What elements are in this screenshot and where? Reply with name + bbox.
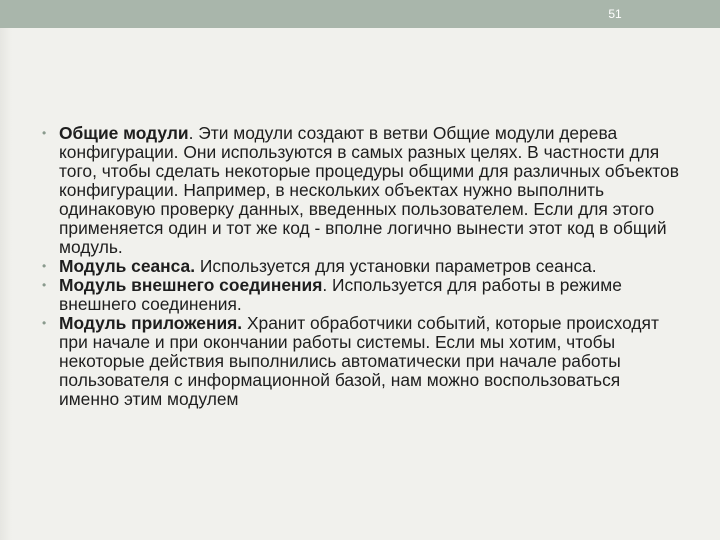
bullet-term: Общие модули [59,123,189,143]
bullet-item-external-connection-module [42,276,682,314]
bullet-term: Модуль внешнего соединения [59,275,323,295]
bullet-text: Хранит обработчики событий, которые происходят при начале и при окончании работы системы. Если мы хотим, чтобы некоторые действия выполнились автоматически при начале работы пользователя с информационной базой, нам можно воспользоваться именно этим модулем [59,313,659,409]
slide-left-edge [0,28,12,540]
bullet-icon: • [42,126,47,140]
bullet-icon: • [42,259,47,273]
bullet-list [42,124,682,409]
slide-header-bar [0,0,720,28]
slide-number: 51 [608,7,622,21]
bullet-term: Модуль сеанса. [59,256,196,276]
bullet-term: Модуль приложения. [59,313,243,333]
bullet-icon: • [42,316,47,330]
bullet-text: . Используется для работы в режиме внешнего соединения. [59,275,622,314]
bullet-item-application-module [42,314,682,409]
bullet-item-common-modules [42,124,682,257]
bullet-text: . Эти модули создают в ветви Общие модули дерева конфигурации. Они используются в самых разных целях. В частности для того, чтобы сделать некоторые процедуры общими для различных объектов конфигурации. Например, в нескольких объектах нужно выполнить одинаковую проверку данных, введенных пользователем. Если для этого применяется один и тот же код - вполне логично вынести этот код в общий модуль. [59,123,679,257]
bullet-item-session-module [42,257,682,276]
bullet-text: Используется для установки параметров сеанса. [195,256,597,276]
bullet-icon: • [42,278,47,292]
